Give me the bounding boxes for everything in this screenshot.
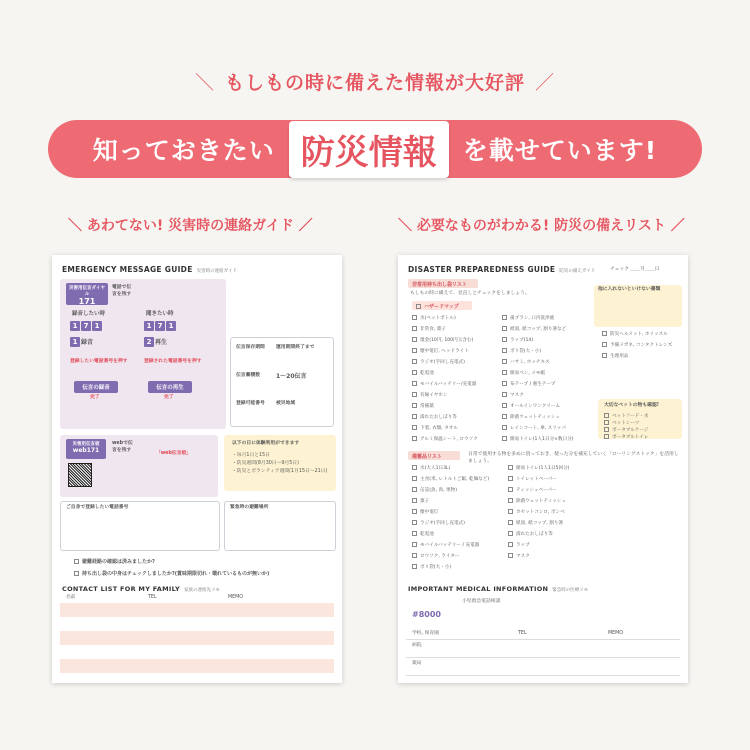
- checklist-item[interactable]: [502, 337, 533, 343]
- checklist-item-label: 水(ペットボトル): [420, 316, 456, 321]
- play-hint: 登録された電話番号を押す: [144, 359, 202, 364]
- checklist-item[interactable]: [602, 353, 628, 359]
- checklist-item-label: 濡れたおしぼり等: [516, 532, 553, 537]
- title-sub: 防災の備えガイド: [559, 269, 596, 274]
- checklist-item-label: マスク: [510, 393, 524, 398]
- checklist-item-label: 水(大人1日3L): [420, 466, 451, 471]
- checklist-item-label: 現金(10円, 100円玉含む): [420, 338, 474, 343]
- days-1: ・毎月1日と15日: [232, 453, 270, 458]
- guidance-record: 伝言の録音: [74, 381, 118, 393]
- col-tel: TEL: [148, 595, 157, 600]
- checkbox-icon[interactable]: [74, 571, 79, 576]
- row-hospital: 病院: [412, 643, 422, 648]
- dial-number: 171: [78, 297, 96, 306]
- checklist-item[interactable]: [602, 342, 672, 348]
- extra-title: 他に入れないといけない書類: [598, 287, 661, 292]
- checklist-item[interactable]: [412, 403, 434, 409]
- checklist-item[interactable]: [604, 420, 639, 426]
- checkbox-icon[interactable]: [412, 498, 417, 503]
- slash-right-icon: ／: [535, 72, 556, 94]
- check-2[interactable]: [74, 571, 269, 578]
- checklist-item-label: 主食(米, レトルトご飯, 乾麺など): [420, 477, 490, 482]
- page-title: [408, 265, 595, 274]
- slash-left-icon: ＼: [194, 72, 215, 94]
- checklist-item[interactable]: [502, 381, 555, 387]
- done-play: 完了: [164, 395, 174, 400]
- checklist-item-label: ポリ袋(大・小): [510, 349, 542, 354]
- checklist-item[interactable]: [502, 359, 550, 365]
- check-date: チェック ＿＿月＿＿日: [610, 267, 660, 272]
- checklist-item-label: レインコート, 傘, スリッパ: [510, 426, 566, 431]
- dial-label: 災害用伝言ダイヤル: [69, 286, 105, 297]
- checkbox-icon[interactable]: [502, 425, 507, 430]
- checkbox-icon[interactable]: [508, 531, 513, 536]
- checkbox-icon[interactable]: [412, 359, 417, 364]
- record-step-text: 録音: [81, 339, 94, 346]
- contact-title-text: CONTACT LIST FOR MY FAMILY: [62, 585, 181, 593]
- guidance-play: 伝言の再生: [148, 381, 192, 393]
- checklist-item-label: ラジオ(手回し充電式): [420, 521, 465, 526]
- checkbox-icon[interactable]: [412, 392, 417, 397]
- checkbox-icon[interactable]: [602, 342, 607, 347]
- checkbox-icon[interactable]: [502, 381, 507, 386]
- record-hint: 登録したい電話番号を押す: [70, 359, 128, 364]
- record-label: 録音したい時: [72, 311, 106, 317]
- banner-right-text: を載せています!: [462, 136, 658, 165]
- checkbox-icon[interactable]: [508, 520, 513, 525]
- checkbox-icon[interactable]: [508, 509, 513, 514]
- checklist-item-label: ペットシーツ: [612, 421, 640, 426]
- checklist-item[interactable]: [412, 315, 456, 321]
- play-dial-tiles: 1 7 1: [144, 321, 177, 331]
- med-number: #8000: [412, 610, 441, 619]
- checklist-item-label: ロウソク, ライター: [420, 554, 460, 559]
- check-label: チェック: [610, 267, 630, 272]
- contact-row[interactable]: [60, 603, 334, 617]
- contact-title: [62, 585, 220, 593]
- checklist-item[interactable]: [502, 348, 541, 354]
- area-label: 登録可能番号: [236, 401, 265, 406]
- checklist-item-label: ペットフード・水: [612, 414, 649, 419]
- checklist-item[interactable]: [412, 476, 489, 482]
- checkbox-icon[interactable]: [412, 531, 417, 536]
- area-value: 被災地域: [276, 401, 296, 406]
- phone-label: 電話で伝言を残す: [112, 285, 132, 297]
- checklist-item-label: ラジオ(手回し充電式): [420, 360, 465, 365]
- checkbox-icon[interactable]: [412, 337, 417, 342]
- checkbox-icon[interactable]: [74, 559, 79, 564]
- checkbox-icon[interactable]: [502, 403, 507, 408]
- checklist-item[interactable]: [502, 370, 545, 376]
- checklist-item[interactable]: [412, 381, 476, 387]
- checklist-item-label: 濡れたおしぼり等: [420, 415, 457, 420]
- checkbox-icon[interactable]: [602, 353, 607, 358]
- checklist-item-label: 乾電池: [420, 532, 434, 537]
- right-caption-text: 必要なものがわかる! 防災の備えリスト: [416, 218, 666, 234]
- right-caption: ＼ 必要なものがわかる! 防災の備えリスト ／: [398, 218, 685, 234]
- checklist-item-label: 菓子: [420, 499, 430, 504]
- checklist-item-label: モバイルバッテリー / 充電器: [420, 543, 480, 548]
- web-value: web171: [72, 447, 100, 454]
- checkbox-icon[interactable]: [412, 509, 417, 514]
- checkbox-icon[interactable]: [502, 436, 507, 441]
- checklist-item-label: モバイルバッテリー/充電器: [420, 382, 477, 387]
- checkbox-icon[interactable]: [508, 465, 513, 470]
- confirm-label: ご自身で登録したい電話番号: [66, 505, 129, 510]
- checklist-item[interactable]: [502, 425, 566, 431]
- title-text: DISASTER PREPAREDNESS GUIDE: [408, 265, 556, 274]
- list2-note: 日常で使用する物を多めに買っておき、使った分を補充していく「ローリングストック」を活用しましょう。: [468, 452, 679, 464]
- checklist-item[interactable]: [508, 542, 530, 548]
- record-step: 1 録音: [70, 337, 93, 348]
- days-3: ・防災とボランティア週間(1月15日〜21日): [232, 469, 328, 474]
- checklist-item[interactable]: [412, 326, 446, 332]
- checkbox-icon[interactable]: [412, 542, 417, 547]
- checklist-item-label: オールインワンクリーム: [510, 404, 561, 409]
- checklist-item-label: 紙皿, 紙コップ, 割り箸など: [510, 327, 567, 332]
- checklist-item[interactable]: [502, 436, 574, 442]
- col-memo: MEMO: [608, 631, 624, 636]
- checklist-item[interactable]: [412, 520, 465, 526]
- checkbox-icon[interactable]: [502, 337, 507, 342]
- checklist-item-label: ポータブルトイレ: [612, 435, 649, 440]
- checklist-item-label: 懐中電灯, ヘッドライト: [420, 349, 469, 354]
- checkbox-icon[interactable]: [412, 414, 417, 419]
- web-label: 災害用伝言板: [72, 442, 100, 447]
- pet-title: 大切なペットの物も確認!: [604, 403, 659, 408]
- emergency-guide-page: [52, 255, 342, 683]
- checkbox-icon[interactable]: [412, 315, 417, 320]
- checkbox-icon[interactable]: [604, 434, 609, 439]
- checklist-item-label: 缶詰(魚, 肉, 果物): [420, 488, 457, 493]
- checklist-item[interactable]: [412, 392, 448, 398]
- checklist-item-label: ティッシュペーパー: [516, 488, 557, 493]
- checkbox-icon[interactable]: [502, 414, 507, 419]
- checkbox-icon[interactable]: [412, 381, 417, 386]
- checklist-item-label: 簡易トイレ(1人1日分×数日分): [510, 437, 574, 442]
- contact-row[interactable]: [60, 659, 334, 673]
- checklist-item[interactable]: [502, 414, 560, 420]
- checklist-item-label: 懐中電灯: [420, 510, 439, 515]
- check-1[interactable]: [74, 559, 155, 566]
- checkbox-icon[interactable]: [604, 420, 609, 425]
- play-step-text: 再生: [155, 339, 168, 346]
- done-record: 完了: [90, 395, 100, 400]
- top-tagline: [0, 68, 750, 95]
- preparedness-guide-page: [398, 255, 688, 683]
- checkbox-icon[interactable]: [412, 425, 417, 430]
- checklist-item-label: 歯ブラシ, 口内洗浄液: [510, 316, 555, 321]
- banner: [48, 120, 702, 178]
- day-label: 日: [654, 267, 660, 272]
- left-caption-text: あわてない! 災害時の連絡ガイド: [86, 218, 294, 234]
- med-sub: 緊急時の医療メモ: [552, 588, 589, 593]
- divider: [406, 657, 680, 658]
- checklist-item[interactable]: [508, 509, 565, 515]
- left-caption: ＼ あわてない! 災害時の連絡ガイド ／: [68, 218, 313, 234]
- count-label: 伝言蓄積数: [236, 373, 260, 378]
- checkbox-icon[interactable]: [412, 564, 417, 569]
- checklist-item-label: アルミ保温シート, ロウソク: [420, 437, 478, 442]
- web-board: 「web伝言板」: [156, 451, 192, 456]
- checkbox-icon[interactable]: [604, 413, 609, 418]
- checklist-item-label: 簡易ペン, メモ帳: [510, 371, 546, 376]
- list2-title: 備蓄品リスト: [408, 451, 460, 460]
- checklist-item[interactable]: [508, 531, 553, 537]
- checklist-item-label: 非常食, 菓子: [420, 327, 446, 332]
- checkbox-icon[interactable]: [502, 392, 507, 397]
- checklist-item[interactable]: [412, 498, 429, 504]
- checklist-item[interactable]: [412, 509, 438, 515]
- checklist-item-label: カセットコンロ, ボンベ: [516, 510, 565, 515]
- checklist-item-label: 有線イヤホン: [420, 393, 448, 398]
- checklist-item-label: 布テープ / 養生テープ: [510, 382, 556, 387]
- hazard-map: [412, 301, 472, 310]
- shelter-label: 緊急時の避難場所: [230, 505, 269, 510]
- checklist-item[interactable]: [604, 413, 648, 419]
- row-pharmacy: 薬局: [412, 661, 422, 666]
- checklist-item[interactable]: [412, 542, 479, 548]
- checkbox-icon[interactable]: [416, 304, 421, 309]
- checklist-item-label: トイレットペーパー: [516, 477, 557, 482]
- checkbox-icon[interactable]: [502, 326, 507, 331]
- checklist-item-label: 簡易トイレ(1人1日5回分): [516, 466, 570, 471]
- checkbox-icon[interactable]: [502, 359, 507, 364]
- checklist-item-label: ポータブルケージ: [612, 428, 649, 433]
- checklist-item[interactable]: [412, 487, 457, 493]
- checklist-item-label: 防災ヘルメット, ホイッスル: [610, 332, 668, 337]
- banner-left-text: 知っておきたい: [92, 136, 275, 165]
- checklist-item[interactable]: [502, 392, 524, 398]
- checklist-item[interactable]: [412, 337, 473, 343]
- col-tel: TEL: [518, 631, 527, 636]
- month-label: 月: [640, 267, 645, 272]
- checklist-item-label: 下着, 衣類, タオル: [420, 426, 458, 431]
- checkbox-icon[interactable]: [502, 348, 507, 353]
- contact-row[interactable]: [60, 631, 334, 645]
- days-title: 以下の日に体験利用ができます: [232, 441, 300, 446]
- contact-sub: 家族の連絡先メモ: [184, 588, 221, 593]
- checklist-item[interactable]: [412, 359, 465, 365]
- store-value: 運用期間終了まで: [276, 345, 315, 350]
- list1-title: 非常用持ち出し袋リスト: [408, 279, 478, 288]
- checklist-item-label: 除菌ウェットティッシュ: [510, 415, 560, 420]
- checkbox-icon[interactable]: [412, 326, 417, 331]
- checklist-item[interactable]: [508, 487, 557, 493]
- med-note: 小児救急電話相談: [462, 599, 501, 604]
- checklist-item-label: マスク: [516, 554, 530, 559]
- checkbox-icon[interactable]: [412, 553, 417, 558]
- med-title-text: IMPORTANT MEDICAL INFORMATION: [408, 585, 549, 593]
- checkbox-icon[interactable]: [502, 315, 507, 320]
- checkbox-icon[interactable]: [412, 465, 417, 470]
- store-label: 伝言保存期間: [236, 345, 265, 350]
- checklist-item[interactable]: [502, 315, 554, 321]
- banner-highlight: 防災情報: [289, 121, 449, 178]
- checklist-item-label: 乾電池: [420, 371, 434, 376]
- checklist-item-label: 生理用品: [610, 354, 629, 359]
- checkbox-icon[interactable]: [508, 476, 513, 481]
- divider: [406, 675, 680, 676]
- page-title: [62, 265, 237, 274]
- checklist-item-label: ラップ: [516, 543, 530, 548]
- checklist-item[interactable]: [508, 498, 566, 504]
- checklist-item-label: ポリ袋(大・小): [420, 565, 452, 570]
- checklist-item-label: ラップ(14): [510, 338, 534, 343]
- checkbox-icon[interactable]: [412, 476, 417, 481]
- checkbox-icon[interactable]: [412, 370, 417, 375]
- checklist-item[interactable]: [602, 331, 668, 337]
- checklist-item[interactable]: [412, 348, 469, 354]
- checkbox-icon[interactable]: [412, 520, 417, 525]
- checkbox-icon[interactable]: [412, 348, 417, 353]
- checklist-item[interactable]: [412, 531, 434, 537]
- checklist-item-label: ハサミ, ホッチキス: [510, 360, 550, 365]
- qr-code: [68, 463, 92, 487]
- checklist-item[interactable]: [412, 465, 450, 471]
- hazard-text: ハザードマップ: [424, 304, 459, 310]
- checklist-item[interactable]: [502, 326, 566, 332]
- checklist-item[interactable]: [508, 520, 563, 526]
- checklist-item-label: 常備薬: [420, 404, 434, 409]
- check-2-text: 持ち出し袋の中身はチェックしましたか?(賞味期限切れ・壊れているものが無いか): [82, 571, 270, 577]
- days-2: ・防災週間(8月30日〜9月5日): [232, 461, 299, 466]
- col-name: 名前: [66, 595, 76, 600]
- checklist-item[interactable]: [508, 465, 569, 471]
- med-title: [408, 585, 588, 593]
- title-sub: 災害時の連絡ガイド: [196, 269, 237, 274]
- col-memo: MEMO: [228, 595, 244, 600]
- web-hint: webで伝言を残す: [112, 441, 133, 453]
- checkbox-icon[interactable]: [412, 487, 417, 492]
- checkbox-icon[interactable]: [508, 498, 513, 503]
- checklist-item[interactable]: [412, 436, 478, 442]
- checkbox-icon[interactable]: [412, 436, 417, 441]
- count-value: 1〜20伝言: [276, 373, 307, 380]
- checkbox-icon[interactable]: [508, 542, 513, 547]
- checkbox-icon[interactable]: [602, 331, 607, 336]
- tagline-text: もしもの時に備えた情報が大好評: [224, 72, 525, 94]
- list1-note: もしもの時に備えて、見直しとチェックをしましょう。: [410, 291, 530, 296]
- checklist-item[interactable]: [502, 403, 560, 409]
- checklist-item[interactable]: [508, 553, 530, 559]
- checklist-item[interactable]: [412, 370, 434, 376]
- checkbox-icon[interactable]: [508, 553, 513, 558]
- checklist-item[interactable]: [604, 434, 648, 440]
- checklist-item-label: 除菌ウェットティッシュ: [516, 499, 566, 504]
- checklist-item-label: 紙皿, 紙コップ, 割り箸: [516, 521, 564, 526]
- play-step: 2 再生: [144, 337, 167, 348]
- title-text: EMERGENCY MESSAGE GUIDE: [62, 265, 193, 274]
- checklist-item[interactable]: [604, 427, 648, 433]
- checklist-item[interactable]: [508, 476, 557, 482]
- checkbox-icon[interactable]: [508, 487, 513, 492]
- checklist-item[interactable]: [412, 425, 458, 431]
- dial-pill: [66, 283, 108, 305]
- checklist-item-label: 予備メガネ, コンタクトレンズ: [610, 343, 673, 348]
- checklist-item[interactable]: [412, 553, 460, 559]
- divider: [406, 639, 680, 640]
- checkbox-icon[interactable]: [502, 370, 507, 375]
- record-dial-tiles: 1 7 1: [70, 321, 103, 331]
- checkbox-icon[interactable]: [604, 427, 609, 432]
- col-school: 学校, 保育園: [412, 631, 440, 636]
- web-pill: [66, 439, 106, 459]
- play-label: 聞きたい時: [146, 311, 174, 317]
- checklist-item[interactable]: [412, 414, 457, 420]
- check-1-text: 避難経路の確認は済みましたか?: [82, 559, 155, 565]
- checkbox-icon[interactable]: [412, 403, 417, 408]
- checklist-item[interactable]: [412, 564, 451, 570]
